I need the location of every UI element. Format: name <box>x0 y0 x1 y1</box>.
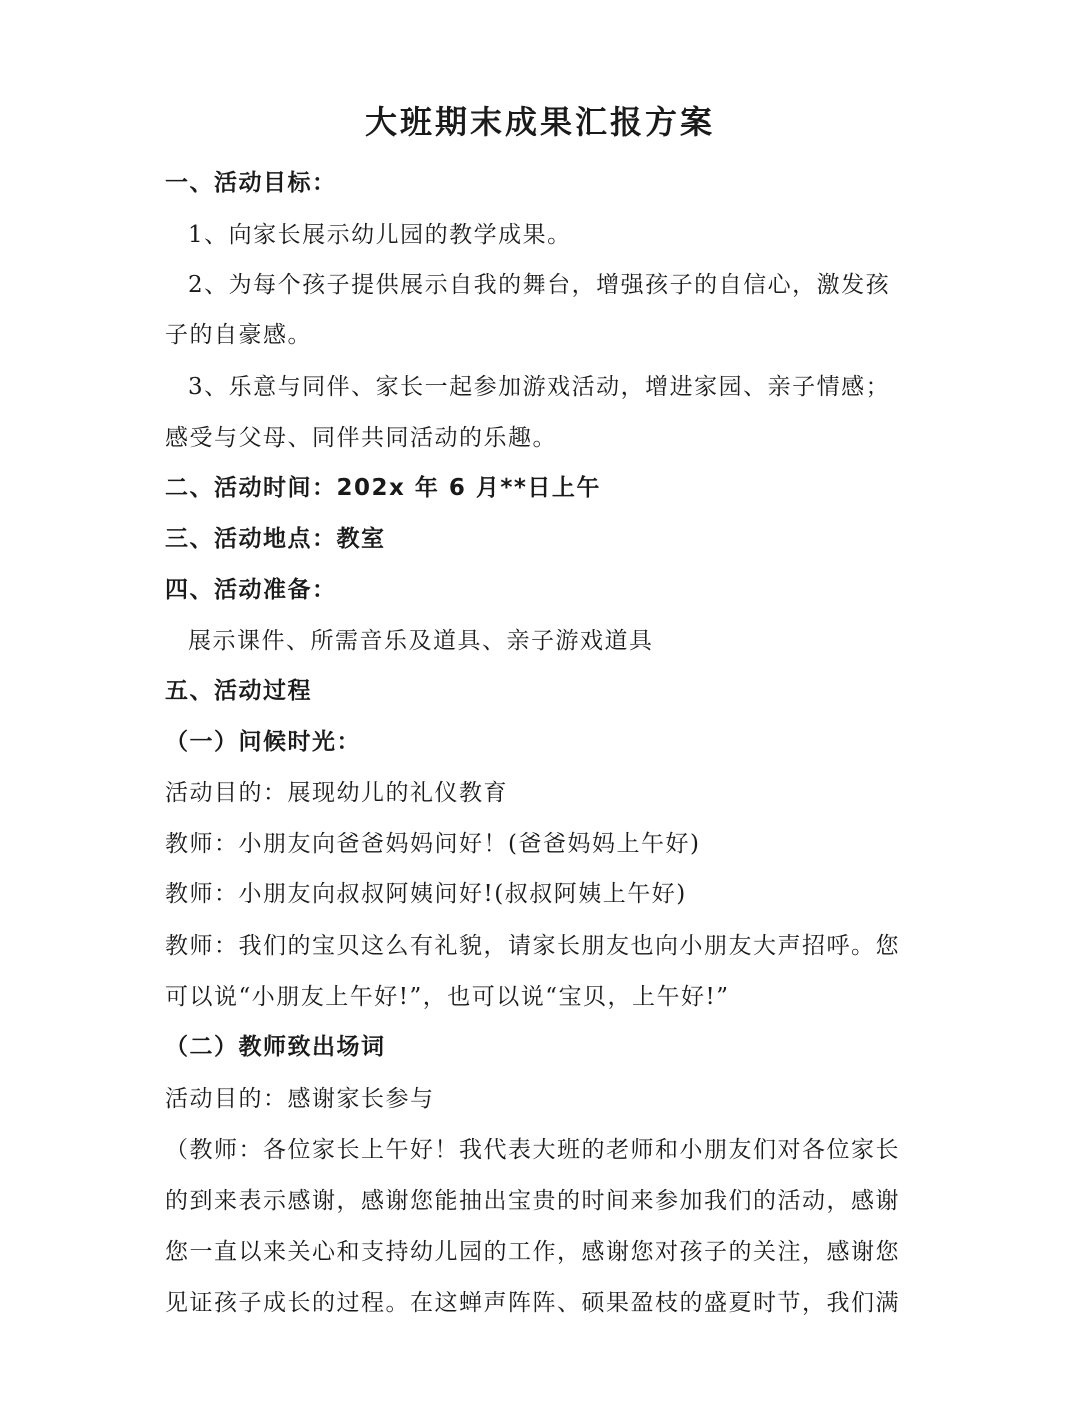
heading-time: 二、活动时间：202x 年 6 月**日上午 <box>165 475 601 501</box>
preparation-text: 展示课件、所需音乐及道具、亲子游戏道具 <box>188 628 654 654</box>
goal-item-2: 2、为每个孩子提供展示自我的舞台，增强孩子的自信心，激发孩 <box>188 272 891 298</box>
speech-paragraph-line-3: 您一直以来关心和支持幼儿园的工作，感谢您对孩子的关注，感谢您 <box>165 1239 900 1265</box>
greeting-line-3: 教师：我们的宝贝这么有礼貌，请家长朋友也向小朋友大声招呼。您 <box>165 933 900 959</box>
speech-paragraph-line-4: 见证孩子成长的过程。在这蝉声阵阵、硕果盈枝的盛夏时节，我们满 <box>165 1290 900 1316</box>
goal-item-2-cont: 子的自豪感。 <box>165 322 312 348</box>
goal-item-3-cont: 感受与父母、同伴共同活动的乐趣。 <box>165 425 557 451</box>
document-title: 大班期末成果汇报方案 <box>364 103 715 141</box>
greeting-line-1: 教师：小朋友向爸爸妈妈问好！(爸爸妈妈上午好) <box>165 831 701 857</box>
heading-location: 三、活动地点：教室 <box>165 526 386 552</box>
subheading-opening-speech: （二）教师致出场词 <box>165 1034 386 1060</box>
subheading-greeting: （一）问候时光： <box>165 729 361 755</box>
speech-paragraph-line-2: 的到来表示感谢，感谢您能抽出宝贵的时间来参加我们的活动，感谢 <box>165 1188 900 1214</box>
goal-item-1: 1、向家长展示幼儿园的教学成果。 <box>188 222 572 248</box>
speech-purpose: 活动目的：感谢家长参与 <box>165 1086 435 1112</box>
heading-process: 五、活动过程 <box>165 678 312 704</box>
heading-goals: 一、活动目标： <box>165 170 337 196</box>
greeting-line-2: 教师：小朋友向叔叔阿姨问好!(叔叔阿姨上午好) <box>165 881 687 907</box>
greeting-line-3-cont: 可以说“小朋友上午好!”，也可以说“宝贝，上午好!” <box>165 984 730 1010</box>
greeting-purpose: 活动目的：展现幼儿的礼仪教育 <box>165 780 508 806</box>
heading-preparation: 四、活动准备： <box>165 577 337 603</box>
goal-item-3: 3、乐意与同伴、家长一起参加游戏活动，增进家园、亲子情感； <box>188 374 891 400</box>
speech-paragraph-line-1: （教师：各位家长上午好！我代表大班的老师和小朋友们对各位家长 <box>165 1137 900 1163</box>
